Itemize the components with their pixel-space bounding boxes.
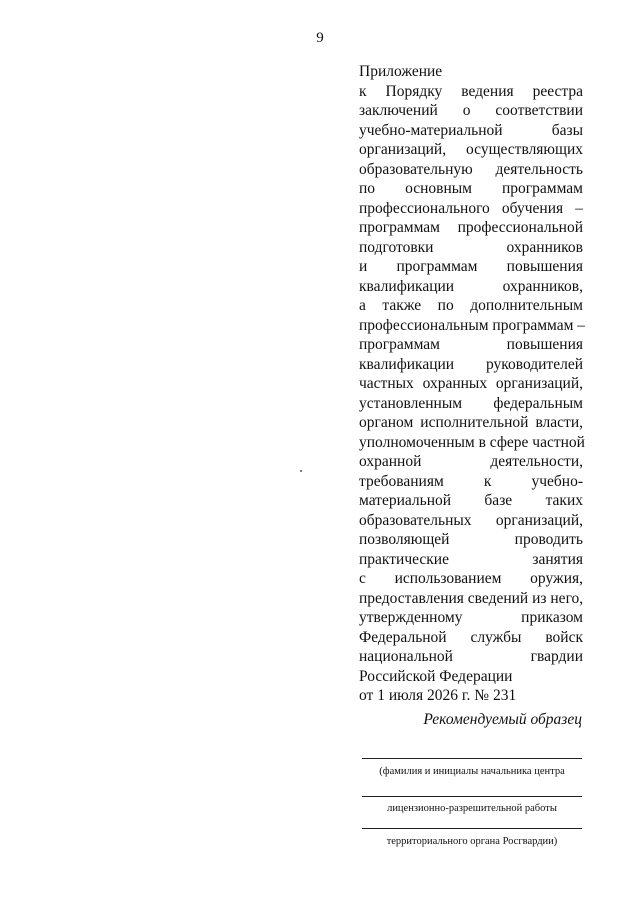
appendix-line: к Порядку ведения реестра (359, 82, 583, 100)
appendix-line: Федеральной службы войск (359, 628, 583, 646)
appendix-line: квалификации охранников, (359, 277, 583, 295)
appendix-line: профессиональным программам – (359, 316, 586, 334)
appendix-line: учебно-материальной базы (359, 121, 583, 139)
signature-line (362, 828, 582, 829)
appendix-line: органом исполнительной власти, (359, 414, 583, 431)
appendix-line: позволяющей проводить (359, 531, 583, 548)
appendix-line: Российской Федерации (359, 667, 513, 685)
appendix-line: частных охранных организаций, (359, 375, 583, 392)
appendix-line: уполномоченным в сфере частной (359, 433, 585, 451)
appendix-line: предоставления сведений из него, (359, 589, 584, 607)
signature-caption-line-3: территориального органа Росгвардии) (386, 836, 558, 847)
appendix-line: с использованием оружия, (359, 570, 583, 587)
appendix-line: практические занятия (359, 550, 583, 568)
appendix-line: заключений о соответствии (359, 102, 583, 119)
signature-caption-line-2: лицензионно-разрешительной работы (387, 803, 557, 814)
appendix-line: по основным программам (359, 180, 583, 197)
appendix-line: требованиям к учебно- (359, 472, 583, 490)
appendix-line: и программам повышения (359, 258, 583, 275)
recommended-sample-label: Рекомендуемый образец (423, 711, 582, 728)
appendix-line: а также по дополнительным (359, 297, 583, 314)
appendix-line: квалификации руководителей (359, 355, 583, 373)
signature-line (362, 796, 582, 797)
appendix-line: установленным федеральным (359, 394, 583, 412)
appendix-line: от 1 июля 2026 г. № 231 (359, 687, 517, 704)
appendix-line: профессионального обучения – (359, 199, 583, 217)
appendix-line: программам профессиональной (359, 219, 583, 236)
appendix-heading-block (359, 62, 586, 706)
appendix-line: организаций, осуществляющих (359, 141, 583, 158)
margin-mark (300, 470, 302, 472)
appendix-line: материальной базе таких (359, 492, 583, 509)
page-number: 9 (316, 30, 324, 46)
appendix-line: образовательных организаций, (359, 511, 583, 529)
appendix-line: национальной гвардии (359, 648, 583, 665)
appendix-line: образовательную деятельность (359, 160, 583, 178)
appendix-line: подготовки охранников (359, 238, 583, 256)
appendix-line: охранной деятельности, (359, 453, 583, 470)
signature-caption-line-1: (фамилия и инициалы начальника центра (379, 766, 565, 777)
appendix-line: утвержденному приказом (359, 609, 583, 626)
signature-line (362, 758, 582, 759)
appendix-line: Приложение (359, 63, 443, 80)
appendix-line: программам повышения (359, 336, 583, 353)
